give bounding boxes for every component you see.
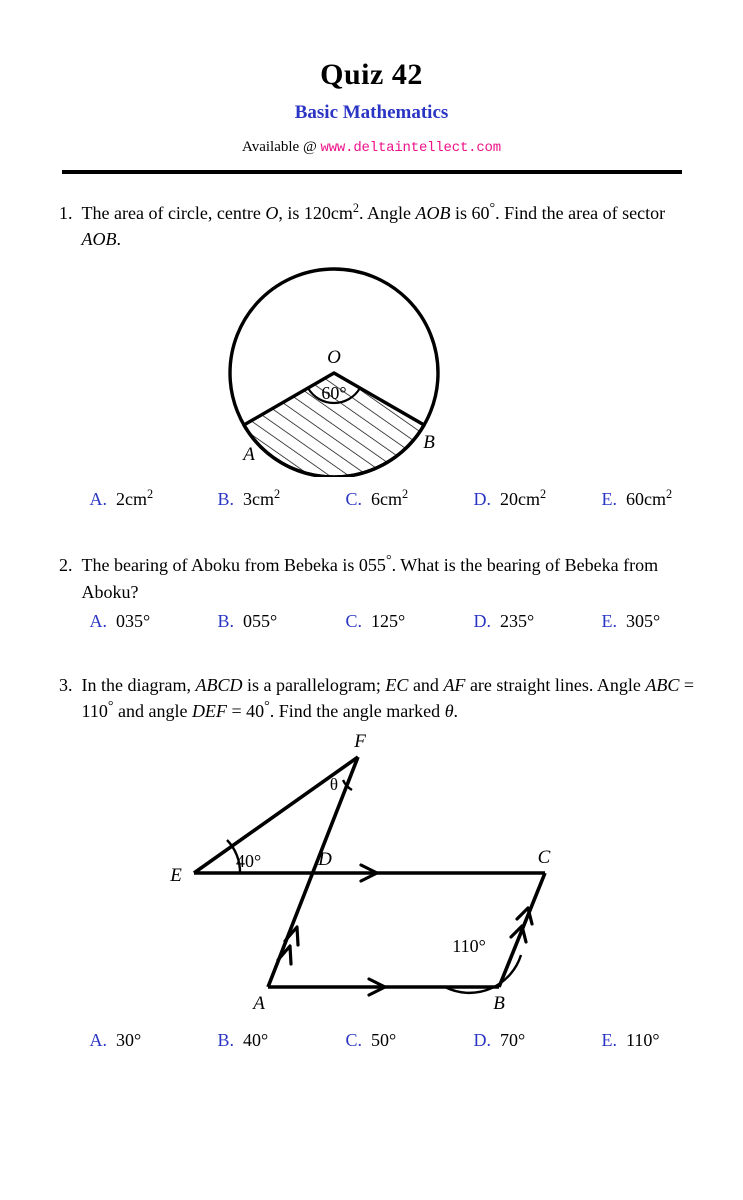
q3-text-part-2: is a parallelogram; xyxy=(242,674,386,695)
option-2-D[interactable] xyxy=(474,611,602,632)
q3-text-part-7: = 40 xyxy=(226,700,265,721)
label-point-B: B xyxy=(422,432,435,454)
q2-text-part-1: The bearing of Aboku from Bebeka is 055 xyxy=(81,555,386,576)
q1-text-part-6: . xyxy=(116,229,121,250)
option-2-A-value: 035° xyxy=(116,610,151,631)
q3-degree-1: ° xyxy=(107,697,114,714)
option-3-E-letter: E. xyxy=(601,1029,617,1050)
question-2-number: 2. xyxy=(59,555,73,576)
option-1-D[interactable] xyxy=(474,489,602,510)
label-point-A: A xyxy=(242,444,255,466)
q3-text-part-4: are straight lines. Angle xyxy=(465,674,646,695)
option-3-C[interactable] xyxy=(346,1030,474,1051)
label-vertex-C: C xyxy=(537,846,550,868)
question-3-text xyxy=(82,672,696,724)
option-1-B[interactable] xyxy=(218,489,346,510)
option-2-D-value: 235° xyxy=(500,610,535,631)
option-1-A-letter: A. xyxy=(89,489,107,510)
availability-line xyxy=(0,124,743,156)
label-angle-40: 40° xyxy=(235,850,261,871)
q1-degree-1: ° xyxy=(489,200,496,217)
page-title: Quiz 42 xyxy=(320,58,423,91)
q1-text-part-1: The area of circle, centre xyxy=(81,203,266,224)
website-url-link[interactable]: www.deltaintellect.com xyxy=(320,139,501,156)
option-1-A[interactable] xyxy=(82,489,218,510)
option-3-C-letter: C. xyxy=(345,1029,363,1050)
arrow-marks-BC xyxy=(511,908,532,942)
option-3-C-value: 50° xyxy=(371,1029,397,1050)
option-3-D[interactable] xyxy=(474,1030,602,1051)
option-2-C-value: 125° xyxy=(371,610,406,631)
q1-text-part-2: , is 120cm xyxy=(278,203,353,224)
option-1-C[interactable] xyxy=(346,489,474,510)
q1-text-part-3: . Angle xyxy=(359,203,416,224)
label-vertex-B: B xyxy=(492,992,505,1014)
label-vertex-E: E xyxy=(169,864,182,886)
q1-var-AOB-2: AOB xyxy=(81,229,117,250)
label-vertex-A: A xyxy=(252,992,265,1014)
option-2-B-value: 055° xyxy=(243,610,278,631)
q3-text-part-1: In the diagram, xyxy=(81,674,196,695)
q1-superscript-1: 2 xyxy=(352,201,359,216)
question-3-block xyxy=(48,672,696,1051)
q2-text-part-2: . What is the bearing of Bebeka from Aboku? xyxy=(81,555,659,602)
q3-var-EC: EC xyxy=(385,674,409,695)
q3-text-part-8: . Find the angle marked xyxy=(269,700,445,721)
page-subtitle: Basic Mathematics xyxy=(294,102,449,123)
option-3-A-letter: A. xyxy=(89,1029,107,1050)
q3-text-part-9: . xyxy=(453,700,459,721)
label-angle-60: 60° xyxy=(320,383,347,404)
option-2-E[interactable] xyxy=(602,611,730,632)
label-vertex-F: F xyxy=(353,730,366,752)
question-2-text xyxy=(82,552,696,604)
q3-var-ABC: ABC xyxy=(645,674,680,695)
q3-var-theta: θ xyxy=(444,700,454,721)
option-3-D-letter: D. xyxy=(473,1029,491,1050)
document-header xyxy=(0,0,743,174)
option-2-A-letter: A. xyxy=(89,610,107,631)
question-3-number: 3. xyxy=(59,674,73,695)
parallelogram-figure xyxy=(162,730,582,1020)
q3-text-part-3: and xyxy=(408,674,444,695)
q2-degree-1: ° xyxy=(385,552,392,569)
question-2-row xyxy=(48,552,696,604)
q3-text-part-6: and angle xyxy=(113,700,192,721)
option-3-E-value: 110° xyxy=(626,1029,660,1050)
option-2-E-letter: E. xyxy=(601,610,617,631)
question-1-text xyxy=(82,200,696,252)
option-3-B-letter: B. xyxy=(217,1029,235,1050)
q1-text-part-5: . Find the area of sector xyxy=(495,203,666,224)
question-3-options xyxy=(82,1030,730,1051)
option-2-B-letter: B. xyxy=(217,610,235,631)
label-angle-theta: θ xyxy=(329,774,338,794)
option-2-A[interactable] xyxy=(82,611,218,632)
question-2-block xyxy=(48,552,696,631)
q3-degree-2: ° xyxy=(264,697,270,714)
option-1-C-letter: C. xyxy=(345,489,363,510)
q3-text-part-5: = 110 xyxy=(81,674,695,721)
option-2-E-value: 305° xyxy=(626,610,661,631)
circle-sector-figure xyxy=(212,252,532,477)
option-2-D-letter: D. xyxy=(473,610,491,631)
question-1-row xyxy=(48,200,696,252)
option-3-A[interactable] xyxy=(82,1030,218,1051)
option-3-E[interactable] xyxy=(602,1030,730,1051)
q3-var-ABCD: ABCD xyxy=(195,674,243,695)
q1-var-AOB-1: AOB xyxy=(415,203,451,224)
question-2-options xyxy=(82,611,730,632)
q3-var-DEF: DEF xyxy=(191,700,227,721)
header-divider xyxy=(62,170,682,174)
option-3-B-value: 40° xyxy=(243,1029,269,1050)
option-1-A-value: $2cm^2$ xyxy=(116,487,154,510)
option-1-B-letter: B. xyxy=(217,489,235,510)
q1-text-part-4: is 60 xyxy=(450,203,490,224)
question-3-row xyxy=(48,672,696,724)
option-3-A-value: 30° xyxy=(116,1029,142,1050)
option-1-B-value: $3cm^2$ xyxy=(243,487,281,510)
label-vertex-D: D xyxy=(317,848,332,870)
question-1-block xyxy=(48,200,696,510)
label-centre-O: O xyxy=(326,347,341,369)
option-3-D-value: 70° xyxy=(500,1029,526,1050)
option-2-C-letter: C. xyxy=(345,610,363,631)
option-2-B[interactable] xyxy=(218,611,346,632)
q1-var-O: O xyxy=(265,203,279,224)
option-1-D-letter: D. xyxy=(473,489,491,510)
option-1-E-letter: E. xyxy=(601,489,617,510)
question-1-options xyxy=(82,489,730,510)
question-1-number: 1. xyxy=(59,203,73,224)
q3-var-AF: AF xyxy=(443,674,466,695)
option-1-E[interactable] xyxy=(602,489,730,510)
option-3-B[interactable] xyxy=(218,1030,346,1051)
label-angle-110: 110° xyxy=(451,935,486,956)
option-1-E-value: $60cm^2$ xyxy=(626,487,673,510)
option-1-D-value: $20cm^2$ xyxy=(500,487,547,510)
option-2-C[interactable] xyxy=(346,611,474,632)
availability-prefix: Available @ xyxy=(242,138,317,155)
option-1-C-value: $6cm^2$ xyxy=(371,487,409,510)
